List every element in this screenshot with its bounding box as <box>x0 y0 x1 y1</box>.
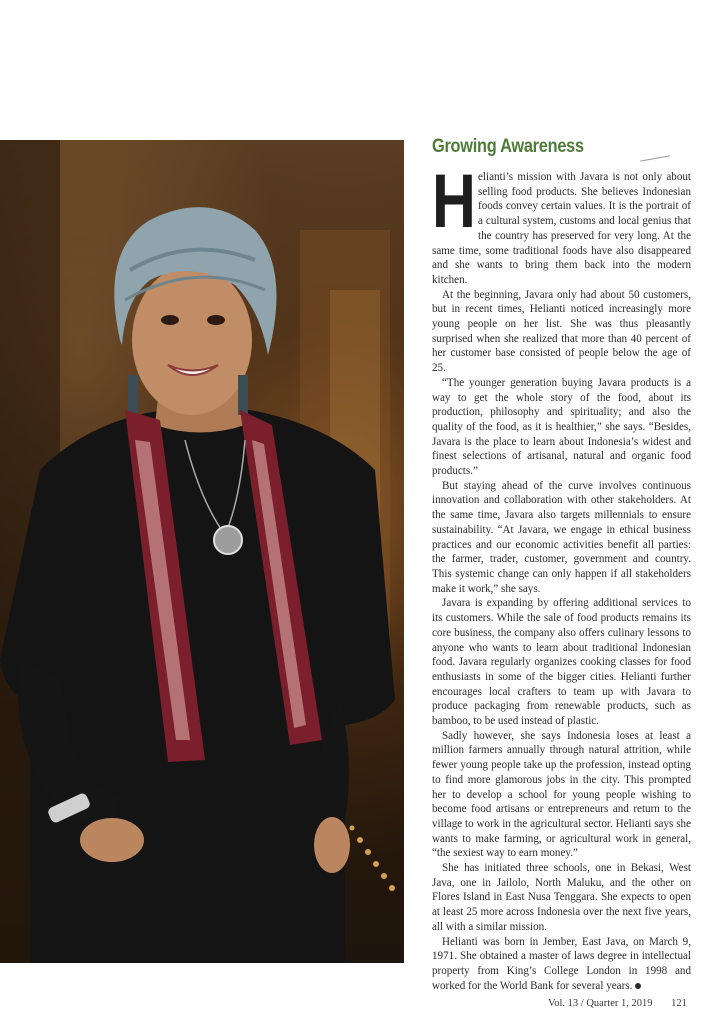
right-hand <box>314 817 350 873</box>
article-body <box>432 159 691 993</box>
paragraph: She has initiated three schools, one in Bekasi, West Java, one in Jailolo, North Maluku, and the other on Flores Island in East Nusa Tenggara. She expects to open at least 25 more across Indonesia over the next five years, all with a similar mission. <box>432 862 691 933</box>
pendant <box>214 526 242 554</box>
paragraph-text: Helianti was born in Jember, East Java, on March 9, 1971. She obtained a master of laws degree in intellectual property from King’s College London in 1998 and worked for the World Bank for several years. <box>432 935 691 992</box>
drop-cap: H <box>432 159 476 244</box>
issue-info: Vol. 13 / Quarter 1, 2019 <box>548 998 653 1009</box>
left-eye <box>161 315 179 325</box>
paragraph-text: elianti’s mission with Javara is not only about selling food products. She believes Indonesian foods convey certain values. It is the portrait of a cultural system, customs and local genius that the country has preserved for very long. At the same time, some traditional foods have also disappeared and she wants to bring them back into the modern kitchen. <box>432 171 691 286</box>
left-hand <box>80 818 144 862</box>
paragraph <box>432 935 691 994</box>
paragraph: At the beginning, Javara only had about 50 customers, but in recent times, Helianti noticed increasingly more young people on her list. She was thus pleasantly surprised when she realized that more than 40 percent of her customer base consisted of people below the age of 25. <box>432 288 691 375</box>
page-number: 121 <box>671 998 687 1009</box>
section-heading: Growing Awareness <box>432 136 584 157</box>
paragraph: “The younger generation buying Javara products is a way to get the whole story of the food, about its production, philosophy and spirituality; and also the quality of the food, as it is healthier,” she says. “Besides, Javara is the place to learn about Indonesia’s widest and finest selections of artisanal, natural and organic food products.” <box>432 376 691 478</box>
earring-left <box>128 375 138 415</box>
end-mark-icon <box>635 983 641 989</box>
right-eye <box>207 315 225 325</box>
earring-right <box>238 375 248 415</box>
page-footer <box>548 998 687 1009</box>
portrait-illustration <box>0 140 404 963</box>
paragraph: Javara is expanding by offering additional services to its customers. While the sale of food products remains its core business, the company also offers culinary lessons to anyone who wants to learn about traditional Indonesian food. Javara regularly organizes cooking classes for food enthusiasts in some of the bigger cities. Helianti further encourages local crafters to team up with Javara to produce packaging from renewable products, such as bamboo, to be used instead of plastic. <box>432 597 691 728</box>
paragraph <box>432 159 691 288</box>
portrait-photo <box>0 140 404 963</box>
paragraph: Sadly however, she says Indonesia loses at least a million farmers annually through natural attrition, while fewer young people take up the profession, instead opting to find more glamorous jobs in the city. This prompted her to develop a school for young people wishing to become food artisans or entrepreneurs and return to the village to work in the agricultural sector. Helianti says she wants to make farming, or agricultural work in general, “the sexiest way to earn money.” <box>432 729 691 860</box>
heading-rule <box>640 155 670 161</box>
bg-lights <box>350 826 396 892</box>
paragraph: But staying ahead of the curve involves continuous innovation and collaboration with other stakeholders. At the same time, Javara also targets millennials to ensure sustainability. “At Javara, we engage in ethical business practices and our economic activities benefit all parties: the farmer, trader, customer, government and country. This systemic change can only happen if all stakeholders make it work,” she says. <box>432 479 691 595</box>
